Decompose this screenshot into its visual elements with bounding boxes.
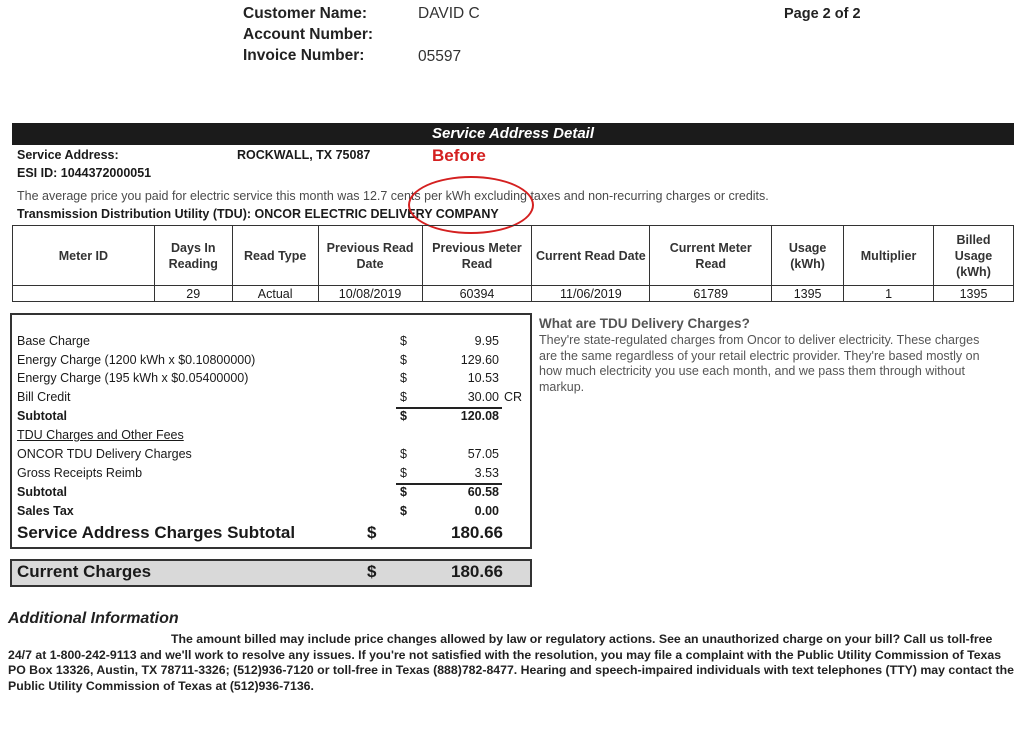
charge-amount: 3.53 [474,466,499,480]
current-charges-dollar: $ [367,562,377,581]
charge-dollar: $ [400,353,407,367]
meter-cell: 61789 [650,286,772,302]
meter-header-row [13,226,1014,286]
meter-cell: 1 [844,286,934,302]
charge-label: Energy Charge (195 kWh x $0.05400000) [17,371,249,385]
service-address: ROCKWALL, TX 75087 [237,148,371,162]
esi-id: ESI ID: 1044372000051 [17,166,152,180]
current-charges-amount: 180.66 [451,562,503,581]
meter-cell: 29 [154,286,232,302]
charge-dollar: $ [400,485,407,499]
meter-cell: 1395 [934,286,1014,302]
meter-header: Usage (kWh) [772,226,844,286]
subtotal-label: Subtotal [17,409,67,423]
meter-cell: 60394 [422,286,532,302]
meter-header: Current Meter Read [650,226,772,286]
invoice-number: 05597 [418,48,462,65]
subtotal-label: Subtotal [17,485,67,499]
meter-header: Previous Meter Read [422,226,532,286]
service-subtotal-dollar: $ [367,523,377,542]
sales-tax-label: Sales Tax [17,504,74,518]
charge-amount: 10.53 [467,371,499,385]
charge-amount: 57.05 [467,447,499,461]
charge-label: Energy Charge (1200 kWh x $0.10800000) [17,353,256,367]
meter-cell [13,286,155,302]
before-annotation: Before [432,146,486,165]
meter-data-row [13,286,1014,302]
tdu-utility: Transmission Distribution Utility (TDU): ONCOR ELECTRIC DELIVERY COMPANY [17,207,499,221]
charge-dollar: $ [400,334,407,348]
meter-cell: 11/06/2019 [532,286,650,302]
additional-info-body: The amount billed may include price changes allowed by law or regulatory actions. See an unauthorized charge on your bill? Call us toll-free 24/7 at 1-800-242-9113 and we'll work to resolve any issues. If you're not satisfied with the resolution, you may file a complaint with the Public Utility Commission of Texas PO Box 13326, Austin, TX 78711-3326; (512)936-7120 or toll-free in Texas (888)782-8477. Hearing and speech-impaired individuals with text telephones (TTY) may contact the Public Utility Commission of Texas at (512)936-7136. [8,632,1014,693]
subtotal-amount: 60.58 [467,485,499,499]
customer-name: DAVID C [418,5,480,22]
charge-amount: 129.60 [460,353,499,367]
meter-cell: Actual [232,286,318,302]
charge-dollar: $ [400,466,407,480]
credit-suffix: CR [504,390,523,404]
additional-info-title: Additional Information [8,610,179,627]
service-subtotal-label: Service Address Charges Subtotal [17,523,296,542]
meter-header: Multiplier [844,226,934,286]
charge-label: ONCOR TDU Delivery Charges [17,447,192,461]
service-address-label: Service Address: [17,148,119,162]
tdu-fees-heading: TDU Charges and Other Fees [17,428,184,442]
charge-label: Gross Receipts Reimb [17,466,143,480]
invoice-number-label: Invoice Number: [243,47,365,64]
page-indicator: Page 2 of 2 [784,6,861,22]
charge-label: Base Charge [17,334,90,348]
average-price: The average price you paid for electric service this month was 12.7 cents per kWh excluding taxes and non-recurring charges or credits. [17,189,769,203]
meter-header: Read Type [232,226,318,286]
subtotal-amount: 120.08 [460,409,499,423]
charge-dollar: $ [400,504,407,518]
meter-cell: 1395 [772,286,844,302]
charge-dollar: $ [400,409,407,423]
meter-cell: 10/08/2019 [318,286,422,302]
meter-header: Days In Reading [154,226,232,286]
charge-label: Bill Credit [17,390,71,404]
current-charges-label: Current Charges [17,562,152,581]
meter-header: Meter ID [13,226,155,286]
sales-tax-amount: 0.00 [474,504,499,518]
charge-dollar: $ [400,447,407,461]
meter-header: Previous Read Date [318,226,422,286]
meter-header: Current Read Date [532,226,650,286]
charge-dollar: $ [400,371,407,385]
tdu-question: What are TDU Delivery Charges? [539,316,750,331]
customer-name-label: Customer Name: [243,5,368,22]
charge-dollar: $ [400,390,407,404]
section-title: Service Address Detail [12,123,1014,145]
service-subtotal-amount: 180.66 [451,523,503,542]
account-number-label: Account Number: [243,26,374,43]
charge-amount: 30.00 [467,390,499,404]
meter-header: Billed Usage (kWh) [934,226,1014,286]
meter-table [12,225,1014,302]
tdu-answer: They're state-regulated charges from Oncor to deliver electricity. These charges are the same regardless of your retail electric provider. They're based mostly on how much electricity you use each month, and we pass them through without markup. [539,333,980,394]
charge-amount: 9.95 [474,334,499,348]
